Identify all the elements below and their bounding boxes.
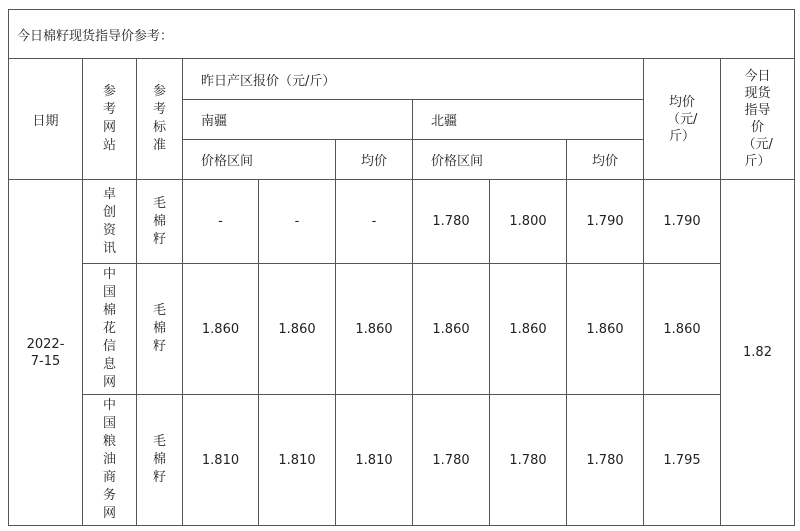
table-row <box>9 180 795 264</box>
north-low-cell: 1.860 <box>413 264 490 395</box>
table-row <box>9 395 795 526</box>
header-south: 南疆 <box>183 100 413 140</box>
standard-cell: 毛棉籽 <box>137 180 183 264</box>
header-date: 日期 <box>9 59 83 180</box>
south-avg-cell: 1.810 <box>336 395 413 526</box>
header-today-price: 今日现货指导价（元/斤） <box>721 59 795 180</box>
site-cell: 中国棉花信息网 <box>83 264 137 395</box>
header-avg-unit: 均价（元/斤） <box>644 59 721 180</box>
avg-cell: 1.860 <box>644 264 721 395</box>
today-price-cell: 1.82 <box>721 180 795 526</box>
south-low-cell: - <box>183 180 259 264</box>
header-site: 参考网站 <box>83 59 137 180</box>
header-north-range: 价格区间 <box>413 140 567 180</box>
north-avg-cell: 1.780 <box>567 395 644 526</box>
header-standard: 参考标准 <box>137 59 183 180</box>
site-cell: 中国粮油商务网 <box>83 395 137 526</box>
south-low-cell: 1.810 <box>183 395 259 526</box>
north-avg-cell: 1.860 <box>567 264 644 395</box>
header-south-avg: 均价 <box>336 140 413 180</box>
header-yesterday: 昨日产区报价（元/斤） <box>183 59 644 100</box>
north-low-cell: 1.780 <box>413 180 490 264</box>
south-high-cell: 1.810 <box>259 395 336 526</box>
site-cell: 卓创资讯 <box>83 180 137 264</box>
avg-cell: 1.795 <box>644 395 721 526</box>
north-high-cell: 1.860 <box>490 264 567 395</box>
north-high-cell: 1.780 <box>490 395 567 526</box>
south-low-cell: 1.860 <box>183 264 259 395</box>
north-avg-cell: 1.790 <box>567 180 644 264</box>
south-avg-cell: 1.860 <box>336 264 413 395</box>
south-avg-cell: - <box>336 180 413 264</box>
table-row <box>9 264 795 395</box>
north-high-cell: 1.800 <box>490 180 567 264</box>
header-south-range: 价格区间 <box>183 140 336 180</box>
standard-cell: 毛棉籽 <box>137 264 183 395</box>
south-high-cell: 1.860 <box>259 264 336 395</box>
avg-cell: 1.790 <box>644 180 721 264</box>
header-north: 北疆 <box>413 100 644 140</box>
standard-cell: 毛棉籽 <box>137 395 183 526</box>
table-title: 今日棉籽现货指导价参考： <box>9 10 795 59</box>
price-table <box>8 9 795 526</box>
south-high-cell: - <box>259 180 336 264</box>
date-cell: 2022-7-15 <box>9 180 83 526</box>
header-north-avg: 均价 <box>567 140 644 180</box>
north-low-cell: 1.780 <box>413 395 490 526</box>
